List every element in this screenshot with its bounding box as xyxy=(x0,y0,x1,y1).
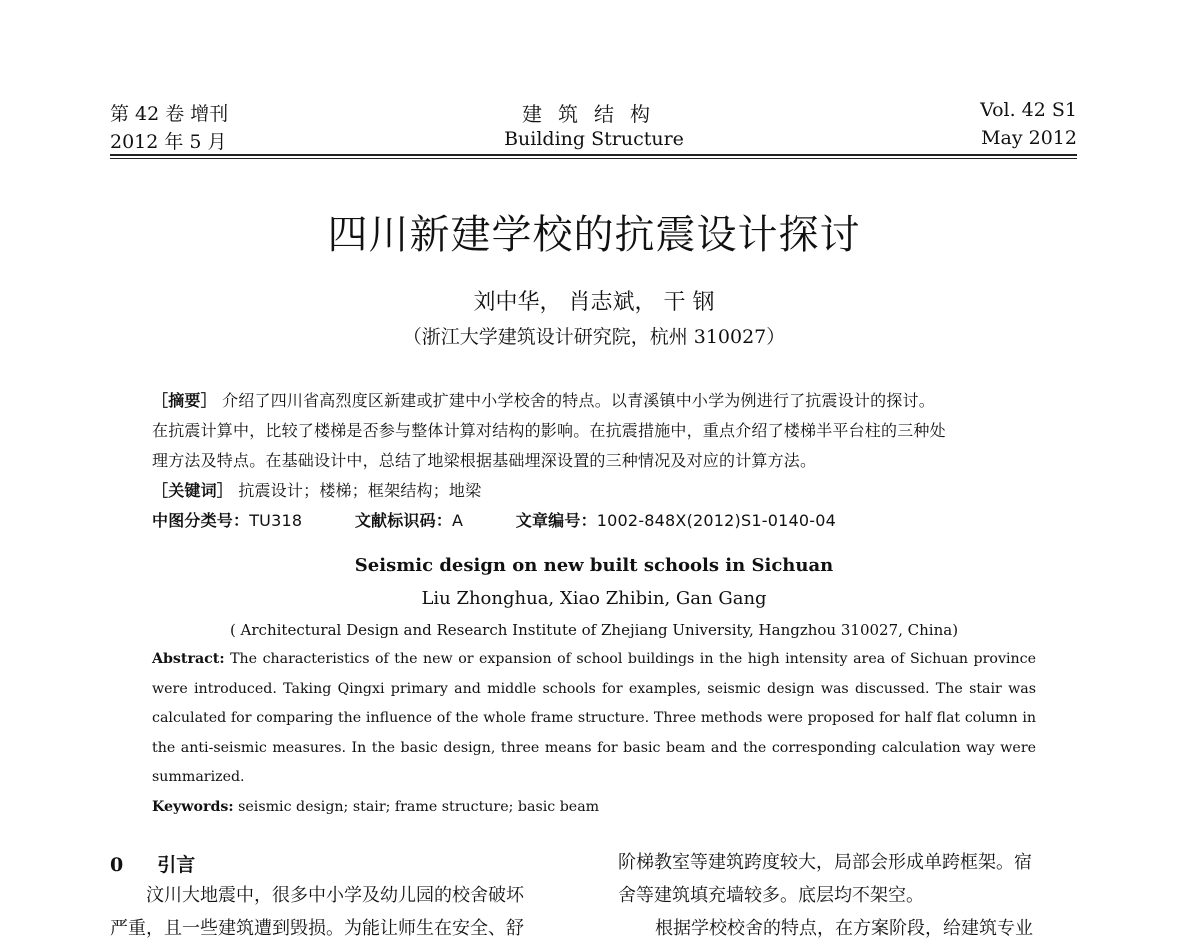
body-right-line1: 阶梯教室等建筑跨度较大，局部会形成单跨框架。宿 xyxy=(618,852,1032,873)
section-heading xyxy=(110,850,195,877)
abstract-cn-line3: 理方法及特点。在基础设计中，总结了地梁根据基础埋深设置的三种情况及对应的计算方法。 xyxy=(152,451,817,470)
classification-line xyxy=(152,508,836,531)
journal-volume-en: Vol. 42 S1 xyxy=(980,99,1077,121)
keywords-en xyxy=(152,793,1036,823)
keywords-cn xyxy=(152,478,481,501)
authors-en: Liu Zhonghua, Xiao Zhibin, Gan Gang xyxy=(421,588,767,609)
abstract-en-line5: summarized. xyxy=(152,769,245,785)
keywords-en-text: seismic design; stair; frame structure; basic beam xyxy=(233,798,600,815)
header-rule-thin xyxy=(110,158,1077,159)
authors-cn: 刘中华， 肖志斌， 干 钢 xyxy=(473,290,715,315)
abstract-en-label: Abstract: xyxy=(152,651,225,667)
body-right-line3: 根据学校校舍的特点，在方案阶段，给建筑专业 xyxy=(655,918,1033,939)
abstract-en-line4: the anti-seismic measures. In the basic design, three means for basic beam and the corresponding calculation way were xyxy=(152,739,1036,756)
abstract-cn-line2: 在抗震计算中，比较了楼梯是否参与整体计算对结构的影响。在抗震措施中，重点介绍了楼梯半平台柱的三种处 xyxy=(152,421,946,440)
clc-label: 中图分类号： xyxy=(152,511,250,530)
paper-title-en: Seismic design on new built schools in Sichuan xyxy=(354,555,834,576)
abstract-en-text1: The characteristics of the new or expansion of school buildings in the high intensity area of Sichuan province xyxy=(224,651,1036,667)
abstract-en-line1 xyxy=(152,645,1036,675)
abstract-cn-line1 xyxy=(152,388,935,411)
keywords-cn-text: 抗震设计；楼梯；框架结构；地梁 xyxy=(238,481,482,500)
abstract-en-line3: calculated for comparing the influence of the whole frame structure. Three methods were proposed for half flat column in xyxy=(152,710,1036,726)
abstract-en xyxy=(152,645,1036,822)
journal-name-cn: 建筑结构 xyxy=(522,102,666,126)
journal-volume: 第 42 卷 增刊 xyxy=(110,103,229,125)
abstract-cn-label: ［摘要］ xyxy=(152,391,217,410)
body-left-line2: 严重，且一些建筑遭到毁损。为能让师生在安全、舒 xyxy=(110,918,524,939)
journal-date-en: May 2012 xyxy=(981,127,1077,149)
clc-value: TU318 xyxy=(249,511,303,530)
affiliation-cn: （浙江大学建筑设计研究院，杭州 310027） xyxy=(402,326,786,348)
header-rule-thick xyxy=(110,154,1077,156)
keywords-cn-label: ［关键词］ xyxy=(152,481,234,500)
journal-date: 2012 年 5 月 xyxy=(110,131,227,153)
journal-name-en: Building Structure xyxy=(504,128,684,150)
section-title: 引言 xyxy=(157,854,196,876)
abstract-cn-text1: 介绍了四川省高烈度区新建或扩建中小学校舍的特点。以青溪镇中小学为例进行了抗震设计的探讨。 xyxy=(222,391,935,410)
article-number-label: 文章编号： xyxy=(515,511,597,530)
abstract-en-line2: were introduced. Taking Qingxi primary and middle schools for examples, seismic design was discussed. The stair was xyxy=(152,680,1036,697)
keywords-en-label: Keywords: xyxy=(152,798,234,815)
body-left-line1: 汶川大地震中，很多中小学及幼儿园的校舍破坏 xyxy=(146,885,524,906)
article-number-value: 1002-848X(2012)S1-0140-04 xyxy=(596,511,836,530)
affiliation-en: ( Architectural Design and Research Institute of Zhejiang University, Hangzhou 310027, China) xyxy=(229,621,959,639)
doc-code-label: 文献标识码： xyxy=(354,511,453,530)
paper-title: 四川新建学校的抗震设计探讨 xyxy=(327,212,861,258)
section-number: 0 xyxy=(110,854,124,876)
body-right-line2: 舍等建筑填充墙较多。底层均不架空。 xyxy=(618,885,924,906)
doc-code-value: A xyxy=(452,511,464,530)
